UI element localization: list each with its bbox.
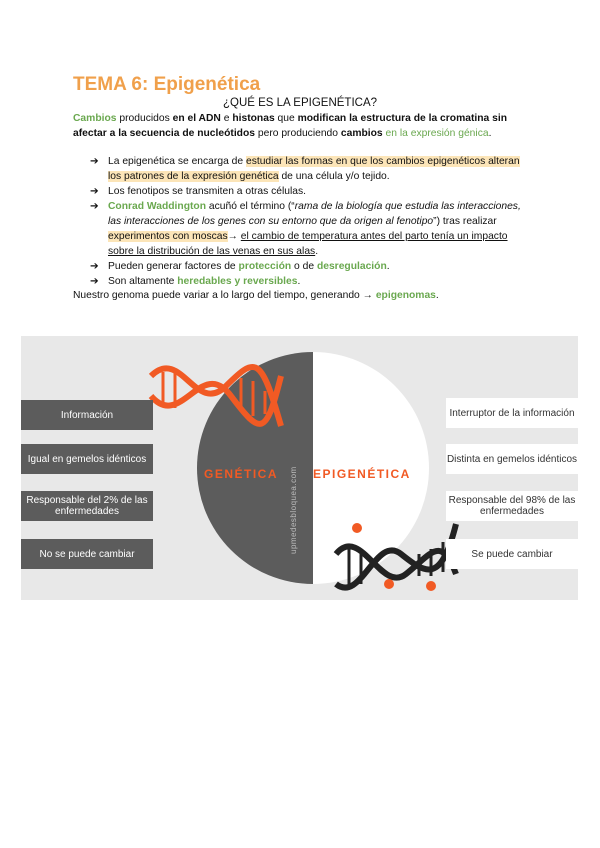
site-watermark: upmedesbloquea.com [289,466,298,554]
genetics-item: Igual en gemelos idénticos [21,444,153,474]
arrow-icon: ➔ [90,201,99,212]
arrow-icon: ➔ [90,186,99,197]
genetics-vs-epigenetics-infographic [21,336,578,600]
bullet-item: ➔ Son altamente heredables y reversibles. [90,276,301,287]
bullet-list [90,154,530,289]
closing-paragraph: Nuestro genoma puede variar a lo largo del tiempo, generando → epigenomas. [73,290,439,301]
intro-paragraph: Cambios producidos en el ADN e histonas que modifican la estructura de la cromatina sin afectar a la secuencia de nucleótidos pero produciendo cambios en la expresión génica. [73,113,508,139]
bullet-item: ➔ La epigenética se encarga de estudiar las formas en que los cambios epigenéticos alteran los patrones de la expresión genética de una célula y/o tejido. [90,156,520,182]
epigenetics-item: Se puede cambiar [446,539,578,569]
dna-helix-epigenetics-icon [331,514,461,600]
bullet-item: ➔ Los fenotipos se transmiten a otras células. [90,186,307,197]
dna-helix-genetics-icon [141,336,291,446]
section-subtitle: ¿QUÉ ES LA EPIGENÉTICA? [222,97,378,109]
page-title: TEMA 6: Epigenética [73,74,261,95]
arrow-icon: ➔ [90,156,99,167]
genetics-item: No se puede cambiar [21,539,153,569]
genetics-item: Información [21,400,153,430]
genetics-label: GENÉTICA [204,467,279,481]
epigenetics-item: Distinta en gemelos idénticos [446,444,578,474]
bullet-item: ➔ Conrad Waddington acuñó el término (“rama de la biología que estudia las interacciones, las interacciones de los genes con su entorno que da origen al fenotipo”) tras realizar experimentos con moscas→ el cambio de temperatura antes del parto tenía un impacto sobre la distribución de las venas en sus alas. [90,201,521,257]
arrow-icon: ➔ [90,276,99,287]
arrow-icon: ➔ [90,261,99,272]
bullet-item: ➔ Pueden generar factores de protección o de desregulación. [90,261,390,272]
genetics-item: Responsable del 2% de las enfermedades [21,491,153,521]
epigenetics-item: Responsable del 98% de las enfermedades [446,491,578,521]
epigenetics-item: Interruptor de la información [446,398,578,428]
epigenetics-label: EPIGENÉTICA [313,467,411,481]
